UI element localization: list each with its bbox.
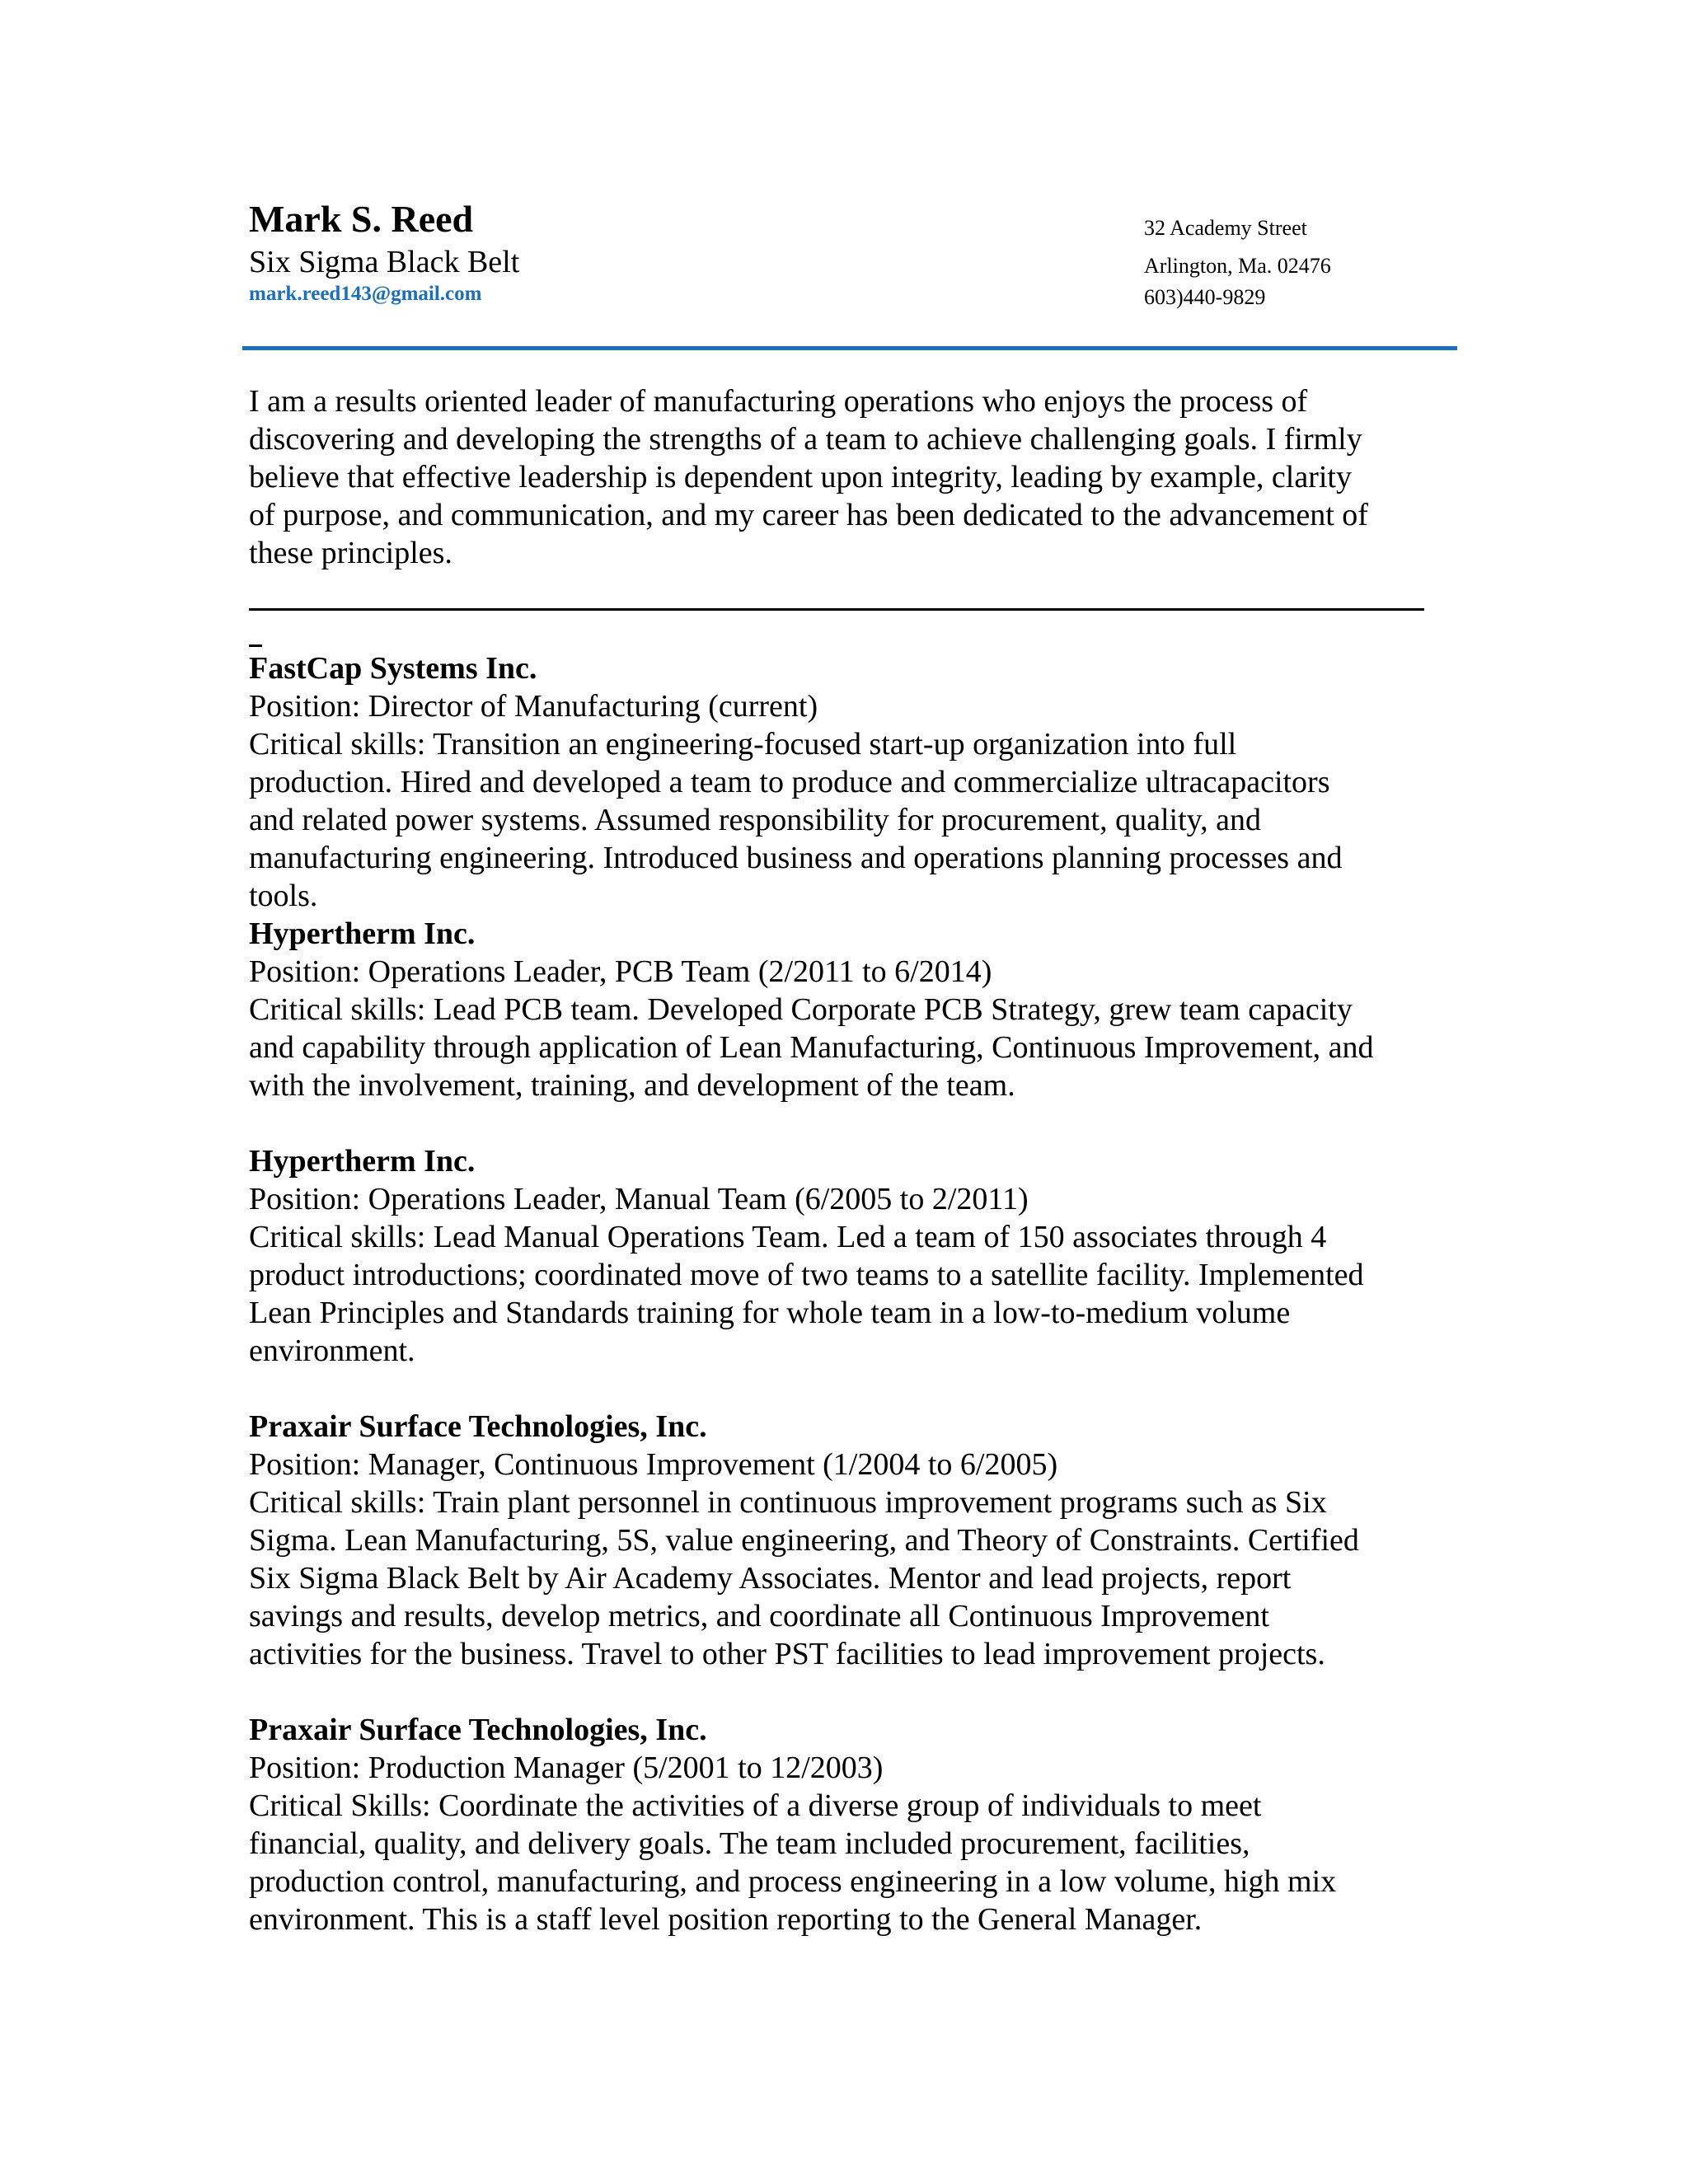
job-entry [249,915,1452,1104]
job-entry [249,1408,1452,1673]
position-line: Position: Operations Leader, PCB Team (2/2011 to 6/2014) [249,954,992,989]
candidate-title: Six Sigma Black Belt [249,245,520,279]
divider-stub [249,644,262,647]
phone-number: 603)440-9829 [1144,285,1266,309]
position-line: Position: Director of Manufacturing (current) [249,689,818,724]
company-name: FastCap Systems Inc. [249,651,537,686]
company-name: Praxair Surface Technologies, Inc. [249,1713,707,1747]
position-line: Position: Manager, Continuous Improvement (1/2004 to 6/2005) [249,1447,1058,1482]
address-line-2: Arlington, Ma. 02476 [1144,254,1331,278]
header-divider [242,346,1457,350]
summary-paragraph: I am a results oriented leader of manufacturing operations who enjoys the process of discovering and developing the strengths of a team to achieve challenging goals. I firmly believe that effective leadership is dependent upon integrity, leading by example, clarity of purpose, and communication, and my career has been dedicated to the advancement of these principles. [249,384,1368,570]
candidate-name: Mark S. Reed [249,198,474,240]
resume-header [249,196,1456,312]
position-line: Position: Production Manager (5/2001 to 12/2003) [249,1750,884,1785]
company-name: Hypertherm Inc. [249,916,476,951]
experience-section [249,649,1452,1938]
company-name: Hypertherm Inc. [249,1144,476,1179]
job-entry [249,649,1452,915]
address-line-1: 32 Academy Street [1144,216,1307,240]
job-description: Critical skills: Lead Manual Operations Team. Led a team of 150 associates through 4 product introductions; coordinated move of two teams to a satellite facility. Implemented Lean Principles and Standards training for whole team in a low-to-medium volume environment. [249,1220,1364,1368]
job-description: Critical skills: Transition an engineering-focused start-up organization into full production. Hired and developed a team to produce and commercialize ultracapacitors and related power systems. Assumed responsibility for procurement, quality, and manufacturing engineering. Introduced business and operations planning processes and tools. [249,727,1343,913]
job-description: Critical skills: Train plant personnel in continuous improvement programs such as Six Sigma. Lean Manufacturing, 5S, value engineering, and Theory of Constraints. Certified Six Sigma Black Belt by Air Academy Associates. Mentor and lead projects, report savings and results, develop metrics, and coordinate all Continuous Improvement activities for the business. Travel to other PST facilities to lead improvement projects. [249,1485,1359,1671]
company-name: Praxair Surface Technologies, Inc. [249,1409,707,1444]
job-description: Critical skills: Lead PCB team. Developed Corporate PCB Strategy, grew team capacity and capability through application of Lean Manufacturing, Continuous Improvement, and with the involvement, training, and development of the team. [249,992,1374,1103]
section-divider [249,608,1424,611]
contact-block [1144,213,1331,313]
job-entry [249,1142,1452,1370]
position-line: Position: Operations Leader, Manual Team (6/2005 to 2/2011) [249,1182,1029,1216]
job-entry [249,1711,1452,1938]
job-description: Critical Skills: Coordinate the activities of a diverse group of individuals to meet financial, quality, and delivery goals. The team included procurement, facilities, production control, manufacturing, and process engineering in a low volume, high mix environment. This is a staff level position reporting to the General Manager. [249,1788,1337,1937]
email-link[interactable]: mark.reed143@gmail.com [249,283,482,305]
